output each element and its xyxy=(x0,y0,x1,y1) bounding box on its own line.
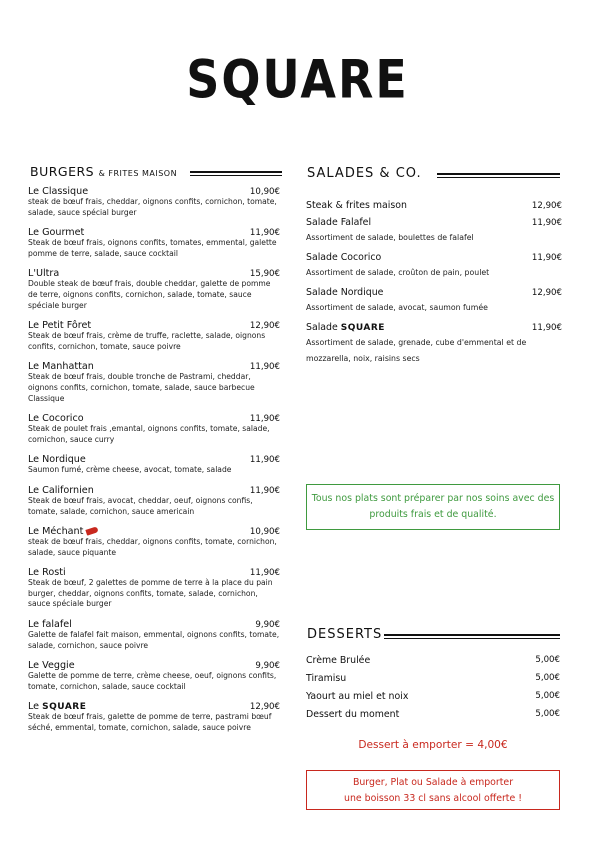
desserts-title-rule xyxy=(384,634,560,639)
item-price: 9,90€ xyxy=(255,661,280,672)
item-price: 10,90€ xyxy=(249,527,280,538)
dessert-item xyxy=(306,691,560,709)
menu-item-petit-foret xyxy=(28,320,280,352)
item-description: Steak de bœuf frais, oignons confits, tomates, emmental, galette pomme de terre, salade, sauce cocktail xyxy=(28,238,277,258)
menu-item-cocorico xyxy=(28,413,280,445)
item-description: Assortiment de salade, croûton de pain, poulet xyxy=(306,268,490,277)
item-price: 12,90€ xyxy=(531,288,562,298)
item-name: Salade Falafel xyxy=(306,217,372,228)
dessert-item xyxy=(306,673,560,691)
takeaway-offer-box xyxy=(306,770,560,810)
item-name: Salade Cocorico xyxy=(306,252,382,263)
item-description: Assortiment de salade, boulettes de falafel xyxy=(306,233,474,242)
restaurant-logo: SQUARE xyxy=(186,47,409,111)
item-name: Le xyxy=(28,701,40,713)
item-price: 11,90€ xyxy=(531,218,562,228)
menu-item-nordique xyxy=(28,454,280,476)
item-name: L'Ultra xyxy=(28,268,60,280)
item-name: Steak & frites maison xyxy=(306,200,407,211)
item-name: Le Cocorico xyxy=(28,413,84,425)
dessert-item xyxy=(306,709,560,727)
item-name: Crème Brulée xyxy=(306,655,371,666)
menu-item-californien xyxy=(28,485,280,517)
item-name: Le Petit Fôret xyxy=(28,320,92,332)
item-description: Steak de poulet frais ,emantal, oignons confits, tomate, salade, cornichon, sauce curry xyxy=(28,424,270,444)
menu-item-mechant xyxy=(28,526,280,558)
item-price: 10,90€ xyxy=(249,187,280,197)
item-description: steak de bœuf frais, cheddar, oignons confits, cornichon, tomate, salade, sauce spécial burger xyxy=(28,197,277,217)
item-name: Le falafel xyxy=(28,619,72,631)
freshness-notice: Tous nos plats sont préparer par nos soins avec des produits frais et de qualité. xyxy=(306,484,560,530)
item-name: Tiramisu xyxy=(306,673,347,684)
square-logo-mini: SQUARE xyxy=(340,323,385,333)
desserts-section-title: DESSERTS xyxy=(307,627,383,642)
item-name-wrap xyxy=(306,322,385,333)
burgers-title-suffix: & FRITES MAISON xyxy=(98,169,178,178)
item-description: Galette de pomme de terre, crème cheese, oeuf, oignons confits, tomate, cornichon, salade, sauce cocktail xyxy=(28,671,277,691)
burgers-section-title xyxy=(30,164,177,179)
item-description: Double steak de bœuf frais, double cheddar, galette de pomme de terre, oignons confits, cornichon, salade, tomate, sauce spéciale burger xyxy=(28,279,271,310)
dessert-takeaway-price: Dessert à emporter = 4,00€ xyxy=(358,739,508,751)
item-name: Le Manhattan xyxy=(28,361,94,373)
item-name: Dessert du moment xyxy=(306,709,400,720)
item-price: 11,90€ xyxy=(249,485,280,496)
chili-pepper-icon xyxy=(86,526,99,535)
item-price: 5,00€ xyxy=(535,709,560,719)
menu-item-classique xyxy=(28,186,280,218)
item-description: Assortiment de salade, avocat, saumon fumée xyxy=(306,303,488,312)
item-price: 11,90€ xyxy=(249,455,280,466)
item-name: Le Classique xyxy=(28,186,89,197)
item-description: Steak de bœuf frais, double tronche de Pastrami, cheddar, oignons confits, cornichon, tomate, salade, sauce barbecue Classique xyxy=(28,372,255,403)
item-price: 11,90€ xyxy=(249,362,280,373)
menu-item-veggie xyxy=(28,660,280,692)
menu-item-ultra xyxy=(28,268,280,311)
item-price: 5,00€ xyxy=(535,673,560,683)
item-name: Yaourt au miel et noix xyxy=(306,691,409,702)
item-price: 9,90€ xyxy=(255,620,280,631)
item-description: Steak de bœuf frais, galette de pomme de terre, pastrami bœuf séché, emmental, tomate, cornichon, salade, sauce poivre xyxy=(28,712,272,733)
menu-item-falafel xyxy=(28,619,280,651)
salades-list xyxy=(306,200,562,373)
item-description: Steak de bœuf frais, avocat, cheddar, oeuf, oignons confis, tomate, salade, cornichon, sauce americain xyxy=(28,495,253,516)
menu-item-salade-cocorico xyxy=(306,252,562,281)
item-name: Salade xyxy=(306,322,338,333)
offer-line-1: Burger, Plat ou Salade à emporter xyxy=(352,777,514,788)
burgers-title-rule xyxy=(190,171,282,176)
salades-title-rule xyxy=(437,173,560,178)
item-name: Le Veggie xyxy=(28,660,75,672)
item-price: 12,90€ xyxy=(249,702,280,713)
item-description: Steak de bœuf, 2 galettes de pomme de terre à la place du pain burger, cheddar, oignons confits, tomate, salade, cornichon, sauce spéciale burger xyxy=(28,578,273,609)
item-description: Steak de bœuf frais, crème de truffe, raclette, salade, oignons confits, cornichon, tomate, sauce poivre xyxy=(28,331,266,351)
menu-item-salade-square xyxy=(306,322,562,367)
item-description: Galette de falafel fait maison, emmental, oignons confits, tomate, salade, cornichon, sauce poivre xyxy=(28,630,280,650)
item-price: 11,90€ xyxy=(249,568,280,579)
item-name: Salade Nordique xyxy=(306,287,384,298)
menu-item-steak-frites xyxy=(306,200,562,211)
menu-item-gourmet xyxy=(28,227,280,259)
item-name: Le Nordique xyxy=(28,454,86,466)
item-name: Le Rosti xyxy=(28,567,66,579)
item-description: steak de bœuf frais, cheddar, oignons confits, tomate, cornichon, salade, sauce piquante xyxy=(28,537,277,557)
item-price: 12,90€ xyxy=(249,321,280,332)
item-price: 15,90€ xyxy=(249,269,280,280)
burgers-title: BURGERS xyxy=(30,164,95,179)
item-price: 11,90€ xyxy=(531,323,562,333)
item-price: 11,90€ xyxy=(531,253,562,263)
item-price: 5,00€ xyxy=(535,691,560,701)
burgers-list xyxy=(28,186,280,743)
item-name: Le Californien xyxy=(28,484,94,496)
desserts-list xyxy=(306,655,560,727)
item-price: 12,90€ xyxy=(531,201,562,211)
square-logo-mini: SQUARE xyxy=(42,702,87,713)
salades-section-title: SALADES & CO. xyxy=(307,166,422,181)
menu-item-le-square xyxy=(28,701,280,733)
item-name-wrap xyxy=(28,526,98,537)
item-name: Le Gourmet xyxy=(28,227,85,239)
item-description: Saumon fumé, crème cheese, avocat, tomate, salade xyxy=(28,465,232,475)
menu-item-salade-nordique xyxy=(306,287,562,316)
menu-item-salade-falafel xyxy=(306,217,562,246)
menu-item-manhattan xyxy=(28,361,280,404)
menu-item-rosti xyxy=(28,567,280,610)
offer-line-2: une boisson 33 cl sans alcool offerte ! xyxy=(344,793,522,804)
item-price: 11,90€ xyxy=(249,228,280,239)
item-price: 5,00€ xyxy=(535,655,560,665)
item-name-wrap xyxy=(28,701,86,712)
dessert-item xyxy=(306,655,560,673)
item-description: Assortiment de salade, grenade, cube d'emmental et de mozzarella, noix, raisins secs xyxy=(306,338,527,363)
item-price: 11,90€ xyxy=(249,414,280,425)
item-name: Le Méchant xyxy=(28,526,84,538)
